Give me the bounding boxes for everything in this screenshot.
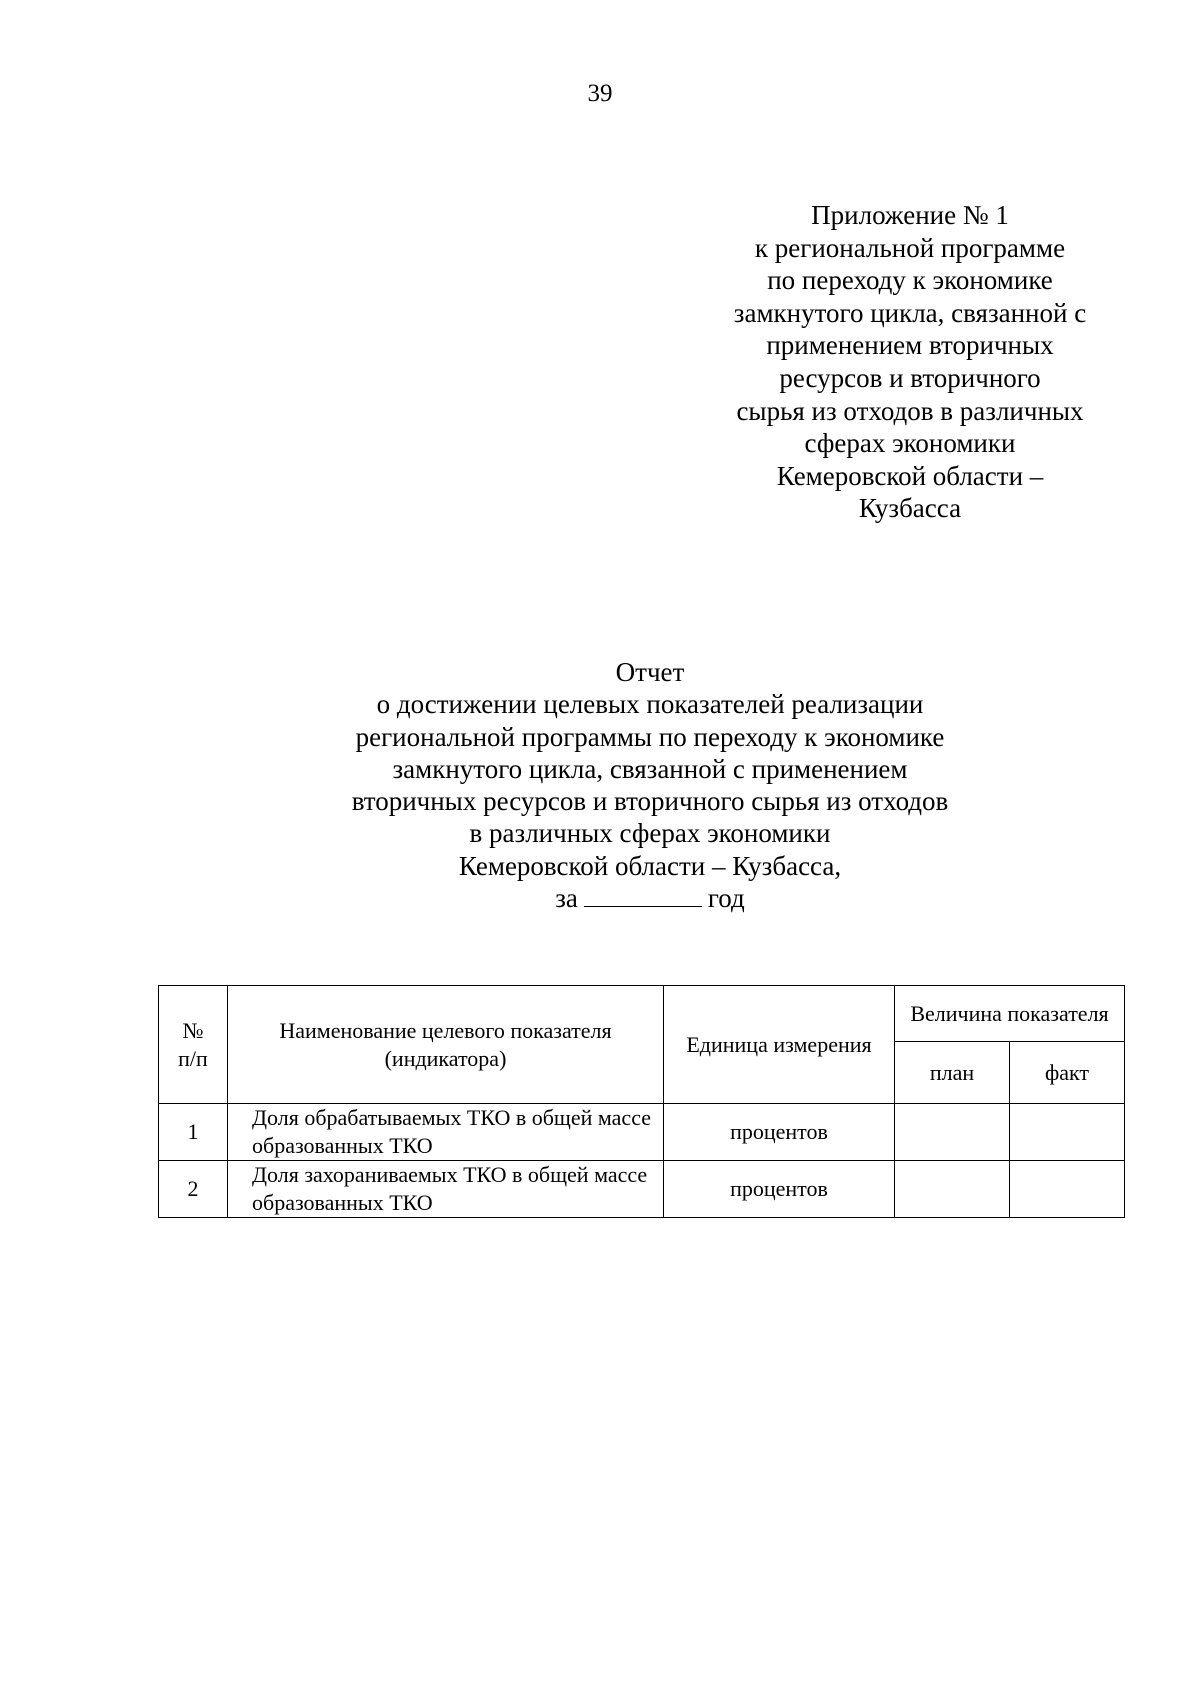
year-suffix: год bbox=[707, 883, 745, 914]
row-indicator-name: Доля обрабатываемых ТКО в общей массе образованных ТКО bbox=[228, 1104, 664, 1161]
row-plan bbox=[895, 1104, 1010, 1161]
header-number bbox=[159, 986, 228, 1104]
header-name: Наименование целевого показателя (индикатора) bbox=[228, 986, 664, 1104]
report-title-line: вторичных ресурсов и вторичного сырья из отходов bbox=[351, 786, 949, 817]
header-unit: Единица измерения bbox=[664, 986, 895, 1104]
page-number: 39 bbox=[587, 80, 613, 107]
appendix-line: Кузбасса bbox=[858, 493, 962, 524]
appendix-line: применением вторичных bbox=[766, 330, 1054, 361]
row-number: 2 bbox=[159, 1161, 228, 1218]
report-title-line: в различных сферах экономики bbox=[469, 818, 831, 849]
appendix-line: к региональной программе bbox=[754, 232, 1066, 263]
table-row bbox=[159, 1161, 1125, 1218]
row-number: 1 bbox=[159, 1104, 228, 1161]
appendix-line: ресурсов и вторичного bbox=[779, 362, 1041, 393]
row-fact bbox=[1010, 1104, 1125, 1161]
year-blank-field bbox=[584, 884, 702, 907]
indicators-table bbox=[158, 985, 1125, 1218]
row-unit: процентов bbox=[664, 1104, 895, 1161]
table-row bbox=[159, 1104, 1125, 1161]
appendix-line: сырья из отходов в различных bbox=[736, 395, 1084, 426]
table-header-row bbox=[159, 986, 1125, 1042]
header-fact: факт bbox=[1010, 1042, 1125, 1104]
header-value: Величина показателя bbox=[895, 986, 1125, 1042]
report-title: Отчет bbox=[615, 657, 685, 687]
year-prefix: за bbox=[555, 883, 578, 914]
appendix-line: по переходу к экономике bbox=[767, 265, 1053, 296]
report-year-line bbox=[250, 882, 1050, 914]
report-title-line: Кемеровской области – Кузбасса, bbox=[458, 850, 842, 881]
report-title-line: о достижении целевых показателей реализации bbox=[376, 689, 924, 720]
row-indicator-name: Доля захораниваемых ТКО в общей массе образованных ТКО bbox=[228, 1161, 664, 1218]
appendix-line: Кемеровской области – bbox=[776, 460, 1044, 491]
row-fact bbox=[1010, 1161, 1125, 1218]
appendix-line: сферах экономики bbox=[804, 428, 1016, 459]
appendix-line: замкнутого цикла, связанной с bbox=[733, 297, 1087, 328]
row-plan bbox=[895, 1161, 1010, 1218]
appendix-line: Приложение № 1 bbox=[811, 200, 1009, 230]
header-number-line1: № bbox=[182, 1017, 204, 1043]
report-title-block bbox=[250, 656, 1050, 914]
header-number-line2: п/п bbox=[178, 1045, 208, 1071]
row-unit: процентов bbox=[664, 1161, 895, 1218]
header-plan: план bbox=[895, 1042, 1010, 1104]
report-title-line: замкнутого цикла, связанной с применением bbox=[392, 753, 908, 784]
report-title-line: региональной программы по переходу к экономике bbox=[355, 721, 945, 752]
appendix-heading bbox=[700, 199, 1120, 525]
